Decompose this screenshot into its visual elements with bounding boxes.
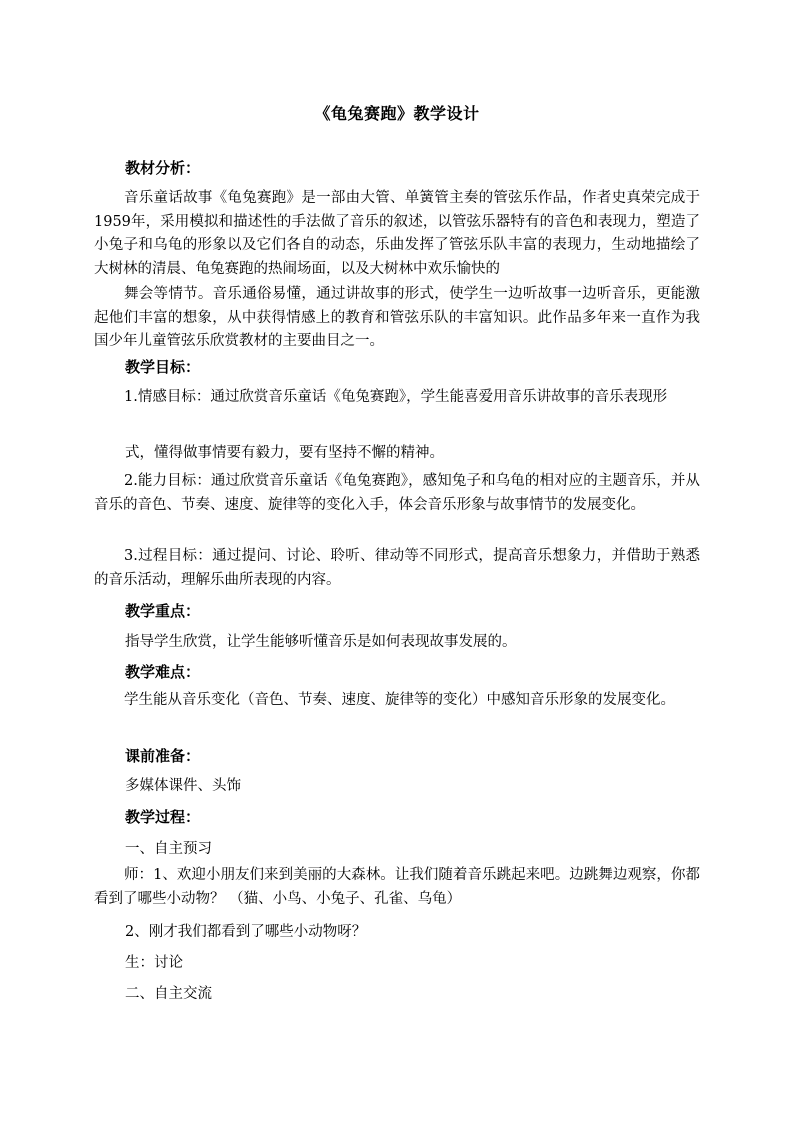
process-step-2: 二、自主交流 [125,986,212,1002]
preparation-text: 多媒体课件、头饰 [125,778,241,794]
heading-process: 教学过程： [125,808,201,826]
goal-emotional: 1.情感目标：通过欣赏音乐童话《龟兔赛跑》，学生能喜爱用音乐讲故事的音乐表现形 [124,389,668,405]
goal-process: 3.过程目标：通过提问、讨论、聆听、律动等不同形式，提高音乐想象力，并借助于熟悉的音乐活动，理解乐曲所表现的内容。 [94,548,700,588]
analysis-paragraph-1: 音乐童话故事《龟兔赛跑》是一部由大管、单簧管主奏的管弦乐作品，作者史真荣完成于1959年，采用模拟和描述性的手法做了音乐的叙述，以管弦乐器特有的音色和表现力，塑造了小兔子和乌龟的形象以及它们各自的动态，乐曲发挥了管弦乐队丰富的表现力，生动地描绘了大树林的清晨、龟兔赛跑的热闹场面，以及大树林中欢乐愉快的 [94,190,700,277]
heading-goals: 教学目标： [125,358,201,376]
key-points-text: 指导学生欣赏，让学生能够听懂音乐是如何表现故事发展的。 [125,634,517,650]
process-step-1: 一、自主预习 [125,841,212,857]
student-response: 生：讨论 [125,955,183,971]
heading-key-points: 教学重点： [125,602,201,620]
heading-difficulty: 教学难点： [125,663,201,681]
difficulty-text: 学生能从音乐变化（音色、节奏、速度、旋律等的变化）中感知音乐形象的发展变化。 [124,692,675,708]
question-2: 2、刚才我们都看到了哪些小动物呀？ [125,924,367,940]
goal-emotional-continued: 式，懂得做事情要有毅力，要有坚持不懈的精神。 [125,445,444,461]
teacher-dialogue: 师：1、欢迎小朋友们来到美丽的大森林。让我们随着音乐跳起来吧。边跳舞边观察，你都看到了哪些小动物？ （猫、小鸟、小兔子、孔雀、乌龟） [94,867,700,907]
goal-ability: 2.能力目标：通过欣赏音乐童话《龟兔赛跑》，感知兔子和乌龟的相对应的主题音乐，并从音乐的音色、节奏、速度、旋律等的变化入手，体会音乐形象与故事情节的发展变化。 [94,473,700,513]
heading-preparation: 课前准备： [125,747,201,765]
heading-analysis: 教材分析： [125,159,201,177]
analysis-paragraph-2: 舞会等情节。音乐通俗易懂，通过讲故事的形式，使学生一边听故事一边听音乐，更能激起他们丰富的想象，从中获得情感上的教育和管弦乐队的丰富知识。此作品多年来一直作为我国少年儿童管弦乐欣赏教材的主要曲目之一。 [94,286,700,349]
document-title: 《龟兔赛跑》教学设计 [314,104,480,123]
